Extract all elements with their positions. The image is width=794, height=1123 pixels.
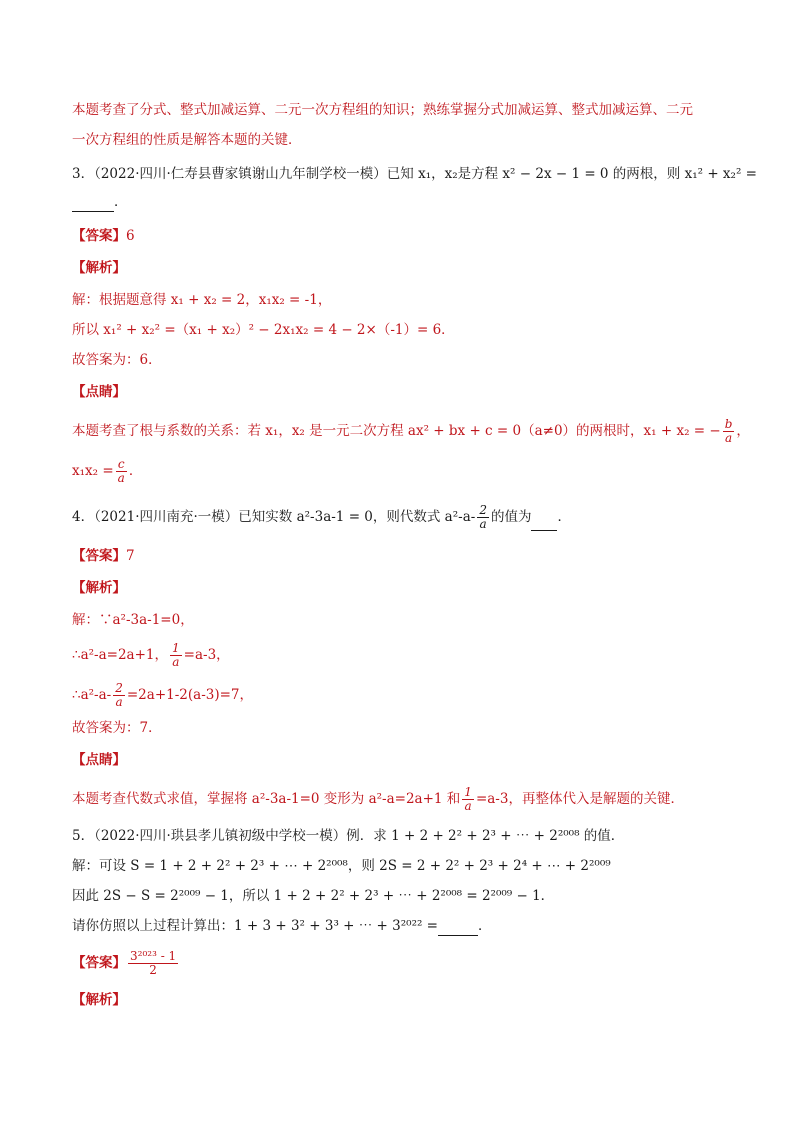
q4-analysis-tag: 【解析】 bbox=[72, 580, 126, 596]
q4-solution-2: ∴a²-a=2a+1， $\frac{1}{a}$ =a-3， bbox=[72, 641, 230, 669]
q4-comment-tag: 【点睛】 bbox=[72, 752, 126, 768]
q5-answer-tag: 【答案】 bbox=[72, 955, 126, 971]
q3-comment-2-text: x₁x₂ = bbox=[72, 463, 114, 479]
q4-solution-4: 故答案为：7． bbox=[72, 720, 162, 736]
q4-answer-tag: 【答案】 bbox=[72, 548, 126, 564]
q3-solution-2: 所以 x₁² + x₂² =（x₁ + x₂）² − 2x₁x₂ = 4 − 2×（-1）= 6． bbox=[72, 322, 455, 338]
q5-solution-3: 请你仿照以上过程计算出：1 + 3 + 3² + 3³ + ⋯ + 3²⁰²² = ． bbox=[72, 918, 492, 934]
q3-blank-end: ． bbox=[114, 194, 128, 210]
q4-answer-blank bbox=[531, 516, 557, 531]
q3-stem-line bbox=[72, 164, 757, 184]
q5-solution-2: 因此 2S − S = 2²⁰⁰⁹ − 1，所以 1 + 2 + 2² + 2³ + ⋯ + 2²⁰⁰⁸ = 2²⁰⁰⁹ − 1． bbox=[72, 888, 555, 904]
q3-solution-3: 故答案为：6． bbox=[72, 352, 162, 368]
q5-answer-line bbox=[72, 950, 180, 977]
q4-comment: 本题考查代数式求值，掌握将 a²-3a-1=0 变形为 a²-a=2a+1 和 $\frac{1}{a}$ =a-3，再整体代入是解题的关键． bbox=[72, 785, 684, 813]
q3-source: （2022·四川·仁寿县曹家镇谢山九年制学校一模） bbox=[94, 166, 387, 182]
q3-solution-1: 解：根据题意得 x₁ + x₂ = 2，x₁x₂ = -1， bbox=[72, 292, 332, 308]
intro-line-1: 本题考查了分式、整式加减运算、二元一次方程组的知识；熟练掌握分式加减运算、整式加减运算、二元 bbox=[72, 102, 693, 118]
q3-comment-1: 本题考查了根与系数的关系：若 x₁，x₂ 是一元二次方程 ax² + bx + c = 0（a≠0）的两根时，x₁ + x₂ = − $\frac{b}{a}$ ， bbox=[72, 417, 750, 445]
q3-comment-fraction-c-a: $\frac{c}{a}$ bbox=[117, 457, 125, 485]
q3-answer: 6 bbox=[126, 228, 135, 244]
q3-comment-fraction-b-a: $\frac{b}{a}$ bbox=[724, 417, 733, 445]
q4-answer: 7 bbox=[126, 548, 135, 564]
q4-solution-1: 解：∵a²-3a-1=0， bbox=[72, 612, 194, 628]
q4-comment-fraction: $\frac{1}{a}$ bbox=[464, 785, 472, 813]
q3-comment-2: x₁x₂ = $\frac{c}{a}$ ． bbox=[72, 457, 143, 485]
q4-solution-3: ∴a²-a- $\frac{2}{a}$ =2a+1-2(a-3)=7， bbox=[72, 681, 254, 709]
q4-number: 4． bbox=[72, 509, 95, 525]
q4-solution-fraction-2: $\frac{2}{a}$ bbox=[115, 681, 123, 709]
q4-answer-line bbox=[72, 546, 135, 566]
q5-stem: 例．求 1 + 2 + 2² + 2³ + ⋯ + 2²⁰⁰⁸ 的值． bbox=[346, 828, 625, 844]
q3-answer-tag: 【答案】 bbox=[72, 228, 126, 244]
q5-analysis-tag: 【解析】 bbox=[72, 992, 126, 1008]
q5-stem-line bbox=[72, 826, 624, 846]
q3-analysis-tag: 【解析】 bbox=[72, 260, 126, 276]
q4-solution-fraction-1: $\frac{1}{a}$ bbox=[172, 641, 180, 669]
q3-blank-line bbox=[72, 192, 128, 212]
q3-number: 3． bbox=[72, 166, 95, 182]
q3-comment-tag: 【点睛】 bbox=[72, 384, 126, 400]
q5-source: （2022·四川·珙县孝儿镇初级中学校一模） bbox=[94, 828, 347, 844]
intro-line-2: 一次方程组的性质是解答本题的关键． bbox=[72, 132, 302, 148]
q5-answer-fraction: $\frac{\text{3²⁰²³ - 1}}{2}$ bbox=[130, 949, 177, 977]
q3-answer-line bbox=[72, 226, 135, 246]
q4-stem-line: 4．（2021·四川南充·一模）已知实数 a²-3a-1 = 0，则代数式 a²-a- $\frac{2}{a}$ 的值为 ． bbox=[72, 503, 571, 531]
q5-number: 5． bbox=[72, 828, 95, 844]
q5-solution-1: 解：可设 S = 1 + 2 + 2² + 2³ + ⋯ + 2²⁰⁰⁸，则 2S = 2 + 2² + 2³ + 2⁴ + ⋯ + 2²⁰⁰⁹ bbox=[72, 858, 611, 874]
q3-answer-blank bbox=[72, 197, 114, 212]
q5-answer-blank bbox=[438, 921, 478, 936]
q3-comment-1-text: 本题考查了根与系数的关系：若 x₁，x₂ 是一元二次方程 ax² + bx + c = 0（a≠0）的两根时，x₁ + x₂ = − bbox=[72, 423, 721, 439]
q4-source: （2021·四川南充·一模） bbox=[94, 509, 239, 525]
q3-stem: 已知 x₁，x₂是方程 x² − 2x − 1 = 0 的两根，则 x₁² + x₂² = bbox=[386, 166, 757, 182]
q4-stem-fraction: $\frac{2}{a}$ bbox=[479, 503, 487, 531]
